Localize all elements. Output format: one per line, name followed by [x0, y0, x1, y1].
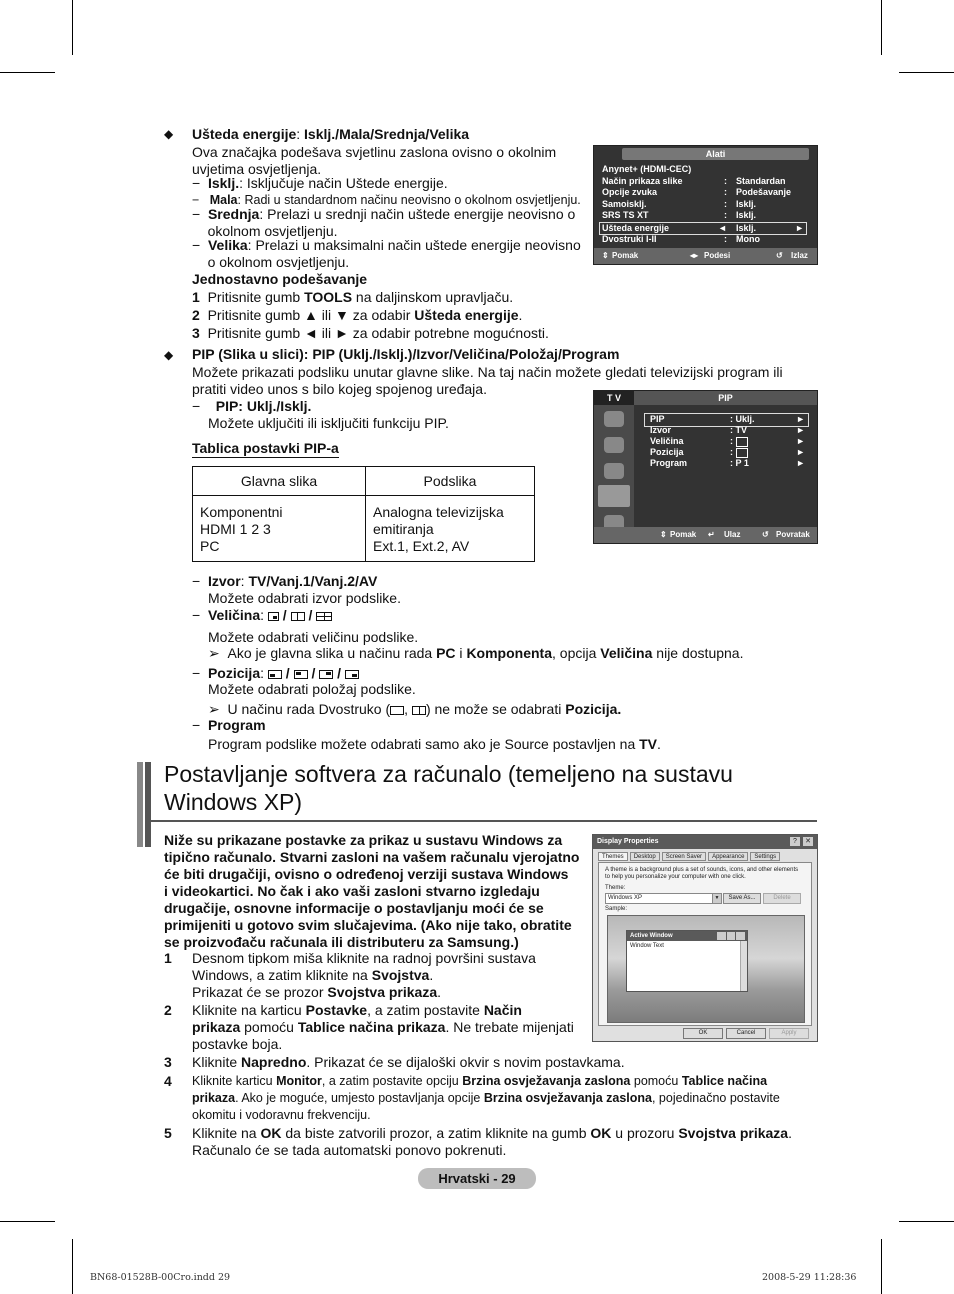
theme-description: A theme is a background plus a set of sounds, icons, and other elements to help you personalize your computer with one click.	[605, 867, 799, 880]
energy-high: − Velika: Prelazi u maksimalni način uštede energije neovisno o okolnom osvjetljenju.	[192, 237, 581, 270]
theme-label: Theme:	[605, 885, 626, 891]
sample-label: Sample:	[605, 906, 628, 912]
dialog-titlebar: Display Properties	[593, 835, 817, 849]
cancel-button[interactable]: Cancel	[726, 1028, 766, 1039]
pip-row[interactable]: Pozicija : ►	[650, 447, 805, 457]
page-number-badge	[418, 1168, 536, 1189]
menu-sidebar	[594, 405, 634, 527]
crop-mark	[899, 1221, 954, 1222]
close-icon[interactable]: ✕	[803, 837, 813, 846]
crop-mark	[899, 72, 954, 73]
crop-mark	[881, 1239, 882, 1294]
move-icon: ⇕	[602, 251, 609, 260]
double-mode-icon	[390, 706, 404, 715]
tv-label: T V	[594, 391, 634, 405]
tools-row[interactable]: Način prikaza slike : Standardan	[602, 176, 786, 186]
heading-bar	[137, 762, 143, 847]
bullet-diamond-icon: ◆	[164, 348, 174, 362]
crop-mark	[0, 72, 55, 73]
tools-menu	[593, 145, 818, 265]
energy-off: − Isklj.: Isključuje način Uštede energije.	[192, 175, 448, 191]
pip-size-desc: Možete odabrati veličinu podslike.	[208, 629, 419, 645]
setup-step-5: Kliknite na OK da biste zatvorili prozor, a zatim kliknite na gumb OK u prozoru Svojstva prikaza. Računalo će se tada automatski ponovo pokrenuti.	[192, 1125, 792, 1158]
tab-desktop[interactable]: Desktop	[630, 852, 660, 861]
maximize-icon	[727, 932, 736, 940]
position-top-right-icon	[319, 670, 333, 679]
channel-icon[interactable]	[604, 463, 624, 479]
energy-desc: Ova značajka podešava svjetlinu zaslona ovisno o okolnim uvjetima osvjetljenja.	[192, 144, 557, 177]
save-as-button[interactable]: Save As...	[723, 893, 761, 904]
energy-medium: − Srednja: Prelazi u srednji način uštede energije neovisno o okolnom osvjetljenju.	[192, 206, 576, 239]
exit-icon: ↺	[776, 251, 783, 260]
setup-step-num: 2	[164, 1002, 172, 1018]
window-buttons	[717, 932, 745, 940]
close-icon	[736, 932, 745, 940]
note-arrow-icon: ➢	[208, 701, 220, 717]
right-arrow-icon: ►	[796, 425, 805, 435]
return-icon: ↺	[762, 530, 769, 539]
heading-rule	[151, 820, 817, 822]
setup-icon[interactable]	[598, 485, 630, 507]
file-name: BN68-01528B-00Cro.indd 29	[90, 1272, 231, 1283]
setup-step-4: Kliknite karticu Monitor, a zatim postavite opciju Brzina osvježavanja zaslona pomoću Tablice načina prikaza. Ako je moguće, umjesto postavljanja opcije Brzina osvježavanja zaslona, pojedinačno postavite okomitu i vodoravnu frekvenciju.	[192, 1074, 780, 1122]
easy-setup-title: Jednostavno podešavanje	[192, 271, 368, 287]
tools-row[interactable]: SRS TS XT : Isklj.	[602, 210, 757, 220]
setup-intro: Niže su prikazane postavke za prikaz u sustavu Windows za tipično računalo. Stvarni zasloni na vašem računalu vjerojatno će biti drugačiji, ovisno o određenoj verziji sustava Windows i videokartici. No čak i ako vaši zasloni stvarno izgledaju drugačije, osnovne informacije o postavljanju moći će se primijeniti u gotovo svim slučajevima. (Ako nije tako, obratite se proizvođaču računala ili distributeru za Samsung.)	[164, 832, 580, 950]
double-split-icon	[412, 706, 426, 715]
pip-position: − Pozicija: / / /	[192, 665, 359, 682]
move-icon: ⇕	[660, 530, 667, 539]
enter-icon: ↵	[708, 530, 715, 539]
theme-select[interactable]: Windows XP	[605, 893, 715, 904]
pip-row[interactable]: Veličina : ►	[650, 436, 805, 446]
crop-mark	[881, 0, 882, 55]
help-icon[interactable]: ?	[790, 837, 800, 846]
setup-step-2: Kliknite na karticu Postavke, a zatim postavite Način prikaza pomoću Tablice načina prikaza. Ne trebate mijenjati postavke boja.	[192, 1002, 574, 1052]
table-header: Glavna slika	[193, 467, 366, 496]
position-bottom-left-icon	[268, 670, 282, 679]
heading-bar	[145, 762, 151, 847]
right-arrow-icon: ►	[795, 223, 804, 233]
setup-step-num: 5	[164, 1125, 172, 1141]
dialog-tabs	[598, 852, 780, 861]
pip-table-title: Tablica postavki PIP-a	[192, 440, 339, 456]
setup-step-3: Kliknite Napredno. Prikazat će se dijaloški okvir s novim postavkama.	[192, 1054, 625, 1070]
crop-mark	[72, 1239, 73, 1294]
pip-program-desc: Program podslike možete odabrati samo ako je Source postavljen na TV.	[208, 736, 661, 752]
pip-source: − Izvor: TV/Vanj.1/Vanj.2/AV	[192, 573, 378, 589]
size-icon	[736, 437, 748, 447]
dialog-panel	[598, 862, 812, 1026]
active-window-title: Active Window	[627, 931, 747, 941]
table-header: Podslika	[366, 467, 535, 496]
table-cell: Analogna televizijska emitiranja Ext.1, Ext.2, AV	[366, 496, 535, 562]
delete-button[interactable]: Delete	[763, 893, 801, 904]
window-text: Window Text	[630, 943, 664, 949]
chevron-down-icon[interactable]: ▼	[712, 893, 722, 904]
position-top-left-icon	[294, 670, 308, 679]
pip-onoff-desc: Možete uključiti ili isključiti funkciju PIP.	[208, 415, 449, 431]
pip-position-desc: Možete odabrati položaj podslike.	[208, 681, 416, 697]
sound-icon[interactable]	[604, 437, 624, 453]
page-number: Hrvatski - 29	[438, 1171, 516, 1186]
adjust-icon: ◂▸	[690, 251, 699, 260]
right-arrow-icon: ►	[796, 458, 805, 468]
tools-row[interactable]: Dvostruki I-II : Mono	[602, 234, 760, 244]
pip-title: PIP (Slika u slici): PIP (Uklj./Isklj.)/Izvor/Veličina/Položaj/Program	[192, 346, 620, 362]
setup-step-num: 3	[164, 1054, 172, 1070]
energy-low: − Mala: Radi u standardnom načinu neovisno o okolnom osvjetljenju.	[192, 193, 581, 207]
sample-preview	[607, 915, 805, 1023]
setup-step-num: 1	[164, 950, 172, 966]
pip-program: − Program	[192, 717, 266, 733]
pip-onoff: − PIP: Uklj./Isklj.	[192, 398, 312, 414]
pip-size: − Veličina: / /	[192, 607, 332, 624]
size-small-icon	[268, 612, 279, 621]
anynet-item[interactable]: Anynet+ (HDMI-CEC)	[602, 164, 692, 174]
active-window-sample	[626, 930, 748, 992]
tab-screen-saver[interactable]: Screen Saver	[662, 852, 706, 861]
easy-step-1: 1 Pritisnite gumb TOOLS na daljinskom upravljaču.	[192, 289, 514, 305]
setup-step-num: 4	[164, 1073, 172, 1089]
tools-row-selected[interactable]: Ušteda energije ◄ Isklj. ►	[599, 222, 807, 235]
size-split-icon	[316, 612, 332, 621]
pip-source-desc: Možete odabrati izvor podslike.	[208, 590, 401, 606]
picture-icon[interactable]	[604, 411, 624, 427]
pip-settings-table	[192, 466, 535, 562]
scrollbar[interactable]	[740, 941, 747, 991]
tab-appearance[interactable]: Appearance	[708, 852, 748, 861]
ok-button[interactable]: OK	[683, 1028, 723, 1039]
right-arrow-icon: ►	[796, 447, 805, 457]
pip-menu-footer: ⇕ Pomak ↵ Ulaz ↺ Povratak	[594, 527, 817, 543]
minimize-icon	[717, 932, 726, 940]
apply-button[interactable]: Apply	[769, 1028, 809, 1039]
pip-menu-title: PIP	[634, 391, 817, 405]
pip-position-note: ➢ U načinu rada Dvostruko ( , ) ne može se odabrati Pozicija.	[208, 701, 622, 717]
display-properties-dialog	[592, 834, 818, 1042]
note-arrow-icon: ➢	[208, 645, 220, 661]
tools-row[interactable]: Opcije zvuka : Podešavanje	[602, 187, 792, 197]
pip-desc: Možete prikazati podsliku unutar glavne slike. Na taj način možete gledati televizijski program ili pratiti video unos s bilo kojeg spojenog uređaja.	[192, 364, 783, 397]
pip-row[interactable]: Program : P 1 ►	[650, 458, 805, 468]
size-double-icon	[291, 612, 305, 621]
tools-row[interactable]: Samoisklj. : Isklj.	[602, 199, 757, 209]
table-cell: Komponentni HDMI 1 2 3 PC	[193, 496, 366, 562]
tab-themes[interactable]: Themes	[598, 852, 628, 861]
print-date: 2008-5-29 11:28:36	[762, 1272, 857, 1283]
bullet-diamond-icon: ◆	[164, 127, 174, 141]
tools-menu-footer: ⇕ Pomak ◂▸ Podesi ↺ Izlaz	[594, 248, 817, 264]
pip-size-note: ➢ Ako je glavna slika u načinu rada PC i Komponenta, opcija Veličina nije dostupna.	[208, 645, 744, 661]
setup-step-1: Desnom tipkom miša kliknite na radnoj površini sustava Windows, a zatim kliknite na Svojstva. Prikazat će se prozor Svojstva prikaza.	[192, 950, 536, 1000]
position-icon	[736, 448, 748, 458]
tools-menu-title: Alati	[622, 148, 809, 160]
crop-mark	[72, 0, 73, 55]
crop-mark	[0, 1221, 55, 1222]
right-arrow-icon: ►	[796, 436, 805, 446]
pip-row[interactable]: Izvor : TV ►	[650, 425, 805, 435]
energy-title: Ušteda energije: Isklj./Mala/Srednja/Velika	[192, 126, 470, 142]
right-arrow-icon: ►	[796, 414, 805, 424]
easy-step-3: 3 Pritisnite gumb ◄ ili ► za odabir potrebne mogućnosti.	[192, 325, 549, 341]
pip-row[interactable]: PIP : Uklj. ►	[650, 414, 805, 424]
easy-step-2: 2 Pritisnite gumb ▲ ili ▼ za odabir Ušteda energije.	[192, 307, 523, 323]
page-section-heading: Postavljanje softvera za računalo (temeljeno na sustavu Windows XP)	[164, 761, 733, 815]
pip-menu	[593, 390, 818, 544]
position-bottom-right-icon	[345, 670, 359, 679]
tab-settings[interactable]: Settings	[750, 852, 780, 861]
